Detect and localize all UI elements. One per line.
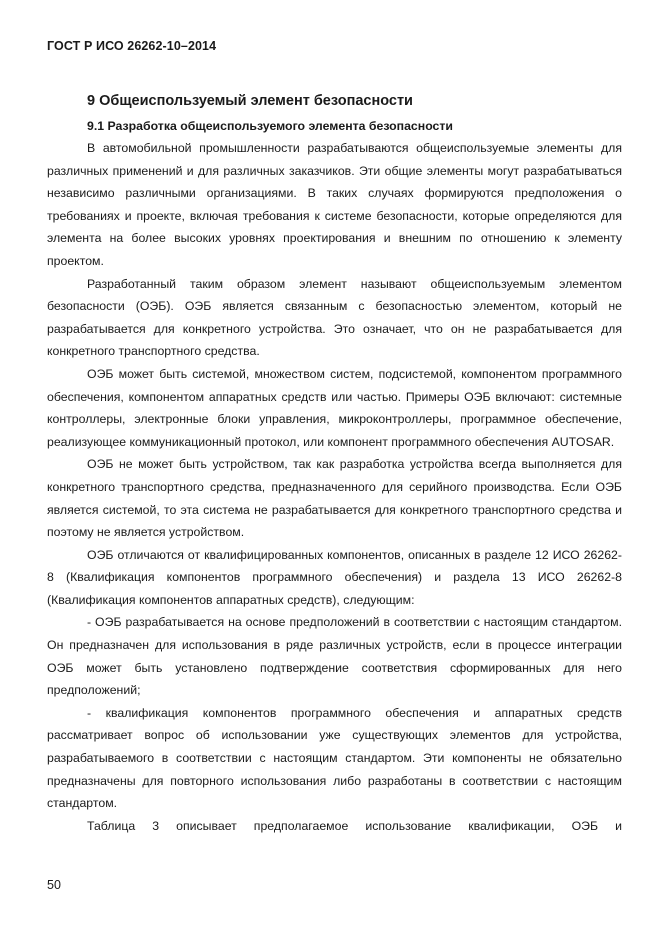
page-number: 50: [47, 878, 61, 892]
paragraph-intro: В автомобильной промышленности разрабатываются общеиспользуемые элементы для различных применений и для различных заказчиков. Эти общие элементы могут разрабатываться независимо различными организациями. В таких случаях формируются предположения о требованиях и проекте, включая требования к системе безопасности, которые определяются для элемента на более высоких уровнях проектирования и внешним по отношению к элементу проектом.: [47, 141, 622, 268]
list-item-qualification: - квалификация компонентов программного обеспечения и аппаратных средств рассматривает вопрос об использовании уже существующих элементов для устройства, разрабатываемого в соответствии с настоящим стандартом. Эти компоненты не обязательно предназначены для повторного использования либо разработаны в соответствии с настоящим стандартом.: [47, 705, 622, 811]
paragraph-examples: ОЭБ может быть системой, множеством систем, подсистемой, компонентом программного обеспечения, компонентом аппаратных средств или частью. Примеры ОЭБ включают: системные контроллеры, электронные блоки управления, микроконтроллеры, программное обеспечение, реализующее коммуникационный протокол, или компонент программного обеспечения AUTOSAR.: [47, 366, 622, 449]
list-item-seooc: - ОЭБ разрабатывается на основе предположений в соответствии с настоящим стандартом. Он предназначен для использования в ряде различных устройств, если в процессе интеграции ОЭБ может быть установлено подтверждение соответствия сформированных для него предположений;: [47, 615, 622, 698]
document-body: [47, 92, 622, 837]
document-header: ГОСТ Р ИСО 26262-10–2014: [47, 39, 217, 53]
paragraph-not-item: ОЭБ не может быть устройством, так как разработка устройства всегда выполняется для конкретного транспортного средства, предназначенного для серийного производства. Если ОЭБ является системой, то эта система не разрабатывается для конкретного транспортного средства и поэтому не является устройством.: [47, 457, 622, 540]
subsection-title: 9.1 Разработка общеиспользуемого элемента безопасности: [87, 119, 453, 133]
paragraph-definition: Разработанный таким образом элемент называют общеиспользуемым элементом безопасности (ОЭБ). ОЭБ является связанным с безопасностью элементом, который не разрабатывается для конкретного устройства. Это означает, что он не разрабатывается для конкретного транспортного средства.: [47, 276, 622, 359]
paragraph-table-ref: Таблица 3 описывает предполагаемое использование квалификации, ОЭБ и: [87, 818, 622, 833]
section-title: 9 Общеиспользуемый элемент безопасности: [87, 93, 413, 109]
paragraph-differences: ОЭБ отличаются от квалифицированных компонентов, описанных в разделе 12 ИСО 26262-8 (Квалификация компонентов программного обеспечения) и раздела 13 ИСО 26262-8 (Квалификация компонентов аппаратных средств), следующим:: [47, 547, 622, 607]
